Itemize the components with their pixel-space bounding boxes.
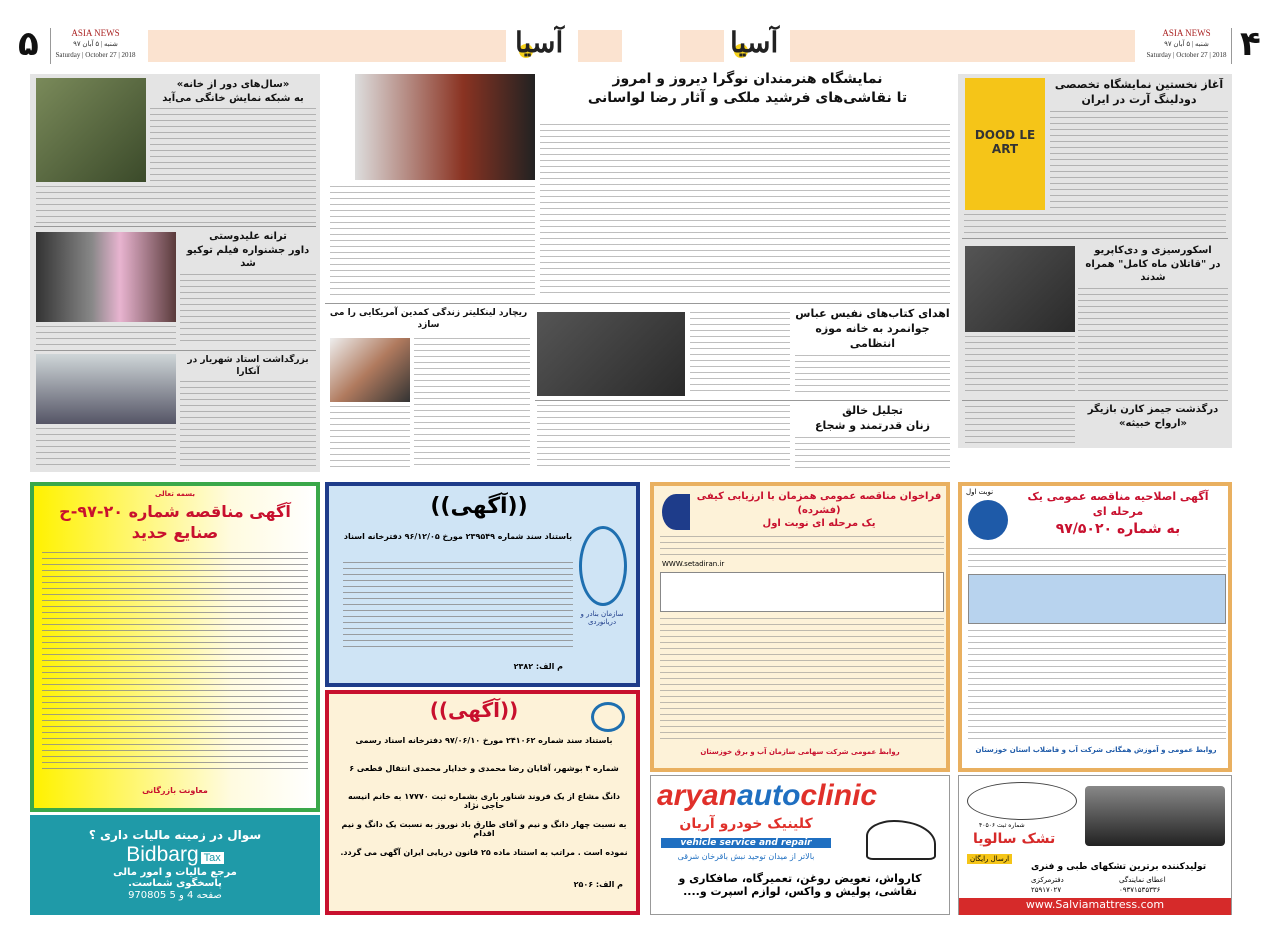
article-body	[795, 355, 950, 397]
ad-title: فراخوان مناقصه عمومی همزمان با ارزیابی کیفی (فشرده) یک مرحله ای نوبت اول	[696, 491, 942, 529]
ad-body	[968, 548, 1226, 568]
article-body	[330, 186, 535, 298]
logo: آسیا	[515, 26, 564, 59]
salvia-logo	[967, 782, 1077, 820]
mattress-image	[1085, 786, 1225, 846]
article-body	[180, 274, 316, 347]
agency-label: اعطای نمایندگی	[1119, 876, 1166, 884]
ad-ref: م الف: ۲۳۸۲	[513, 662, 563, 671]
lead-article	[1050, 78, 1228, 210]
tajlil-article	[795, 404, 950, 468]
article-body	[1078, 288, 1228, 397]
article-body	[36, 428, 176, 466]
power-company-logo	[662, 494, 690, 530]
ad-footer: روابط عمومی شرکت سهامی سازمان آب و برق خوزستان	[700, 748, 900, 756]
tender-table	[660, 572, 944, 612]
ad-iron-tender	[30, 482, 320, 812]
scorsese-article	[1078, 244, 1228, 396]
headline: آغاز نخستین نمایشگاه تخصصی دودلینگ آرت در ایران	[1054, 78, 1224, 106]
sidebar-page4	[958, 74, 1232, 448]
ad-line: نموده است . مراتب به استناد ماده ۲۵ قانون دریایی ایران آگهی می گردد.	[340, 848, 628, 857]
headline: درگذشت جیمز کارن بازیگر «ارواح خبیثه»	[1087, 404, 1219, 429]
salvia-reg: شماره ثبت ۴۰۵۰۶	[979, 822, 1025, 829]
aryan-logo: aryanautoclinic	[657, 779, 878, 812]
article-body	[150, 108, 316, 182]
divider	[962, 238, 1228, 239]
ad-salvia	[958, 775, 1232, 915]
headline: بزرگداشت استاد شهریار در آنکارا	[187, 355, 309, 378]
ad-line: دانگ مشاع از یک فروند شناور باری بشماره ثبت ۱۷۷۷۰ به خانم انیسه حاجی نژاد	[348, 792, 620, 810]
tarane-article	[180, 230, 316, 346]
article-body	[795, 437, 950, 468]
org-name: سازمان بنادر و دریانوردی	[580, 610, 624, 626]
article-body	[965, 406, 1075, 444]
divider	[962, 400, 1228, 401]
main-headline: نمایشگاه هنرمندان نوگرا دیروز و امروز تا نقاشی‌های فرشید ملکی و آثار رضا لواسانی	[587, 71, 908, 106]
article-body	[36, 186, 316, 224]
ad-question: سوال در زمینه مالیات داری ؟	[88, 827, 262, 842]
badge: نوبت اول	[966, 488, 994, 496]
headline: ریچارد لینکلیتر زندگی کمدین آمریکایی را می سازد	[329, 308, 528, 331]
ad-body	[343, 562, 573, 652]
car-icon	[866, 820, 936, 860]
anchor-logo-icon	[591, 702, 625, 732]
office-label: دفترمرکزی	[1031, 876, 1064, 884]
article-body	[965, 336, 1075, 396]
article-body	[36, 326, 176, 346]
page-number-right: ۴	[1240, 24, 1261, 64]
water-company-logo	[968, 500, 1008, 540]
article-body	[690, 312, 790, 396]
ad-line: مرجع مالیات و امور مالی	[113, 866, 237, 878]
article-body	[414, 338, 530, 468]
ad-title: ((آگهی))	[430, 494, 528, 519]
divider	[325, 303, 950, 304]
abbas-article	[795, 307, 950, 397]
tender-table	[968, 574, 1226, 624]
ad-body	[660, 618, 944, 740]
headline: تجلیل خالق زنان قدرتمند و شجاع	[815, 404, 930, 432]
aryan-services: کارواش، تعویض روغن، تعمیرگاه، صافکاری و نقاشی، پولیش و واکس، لوازم اسپرت و....	[678, 872, 922, 898]
salvia-slogan: تولیدکننده برترین تشکهای طبی و فنری	[1031, 862, 1207, 872]
masthead-left: ASIA NEWS شنبه | ۵ آبان ۹۷ Saturday | October 27 | 2018	[50, 28, 140, 64]
masthead-right: ASIA NEWS شنبه | ۵ آبان ۹۷ Saturday | October 27 | 2018	[1142, 28, 1232, 64]
aryan-address: بالاتر از میدان توحید نبش باقرخان شرقی	[677, 852, 815, 861]
page-number-left: ۵	[18, 24, 39, 64]
ad-title: آگهی مناقصه شماره ۲۰-۹۷-ح صنایع حدید	[59, 502, 291, 542]
abbas-photos	[537, 312, 685, 396]
sidebar-page5	[30, 74, 320, 472]
header-band	[790, 30, 1135, 62]
ad-line: باستناد سند شماره ۲۳۹۵۴۹ مورخ ۹۶/۱۲/۰۵ دفترخانه اسناد	[343, 532, 573, 541]
article-body	[964, 214, 1226, 234]
header-band	[148, 30, 506, 62]
linklater-photo	[330, 338, 410, 402]
shahriar-article	[180, 354, 316, 466]
salvia-website[interactable]: www.Salviamattress.com	[959, 898, 1231, 915]
office-phone: ۲۵۹۱۷۰۲۷	[1031, 886, 1062, 894]
aryan-fa-name: کلینیک خودرو آریان	[679, 816, 813, 832]
ad-line: شماره ۴ بوشهر، آقایان رضا محمدی و خدایار محمدی انتقال قطعی ۶	[349, 764, 619, 773]
header-band	[578, 30, 622, 62]
series-photo	[36, 78, 146, 182]
article-body	[330, 406, 410, 468]
shahriar-photo	[36, 354, 176, 424]
salvia-brand: تشک سالویا	[973, 831, 1056, 847]
ad-top: بسمه تعالی	[154, 490, 196, 498]
headline: اهدای کتاب‌های نفیس عباس جوانمرد به خانه موزه انتظامی	[795, 307, 950, 350]
ad-ref: م الف: ۲۵۰۶	[573, 880, 623, 889]
series-article	[150, 78, 316, 182]
header-band	[680, 30, 724, 62]
ad-line: پاسخگوی شماست.	[128, 878, 222, 890]
ad-notice-2	[325, 690, 640, 915]
headline: «سال‌های دور از خانه» به شبکه نمایش خانگی می‌آید	[162, 79, 304, 104]
ad-bidbarg	[30, 815, 320, 915]
ad-water-tender	[958, 482, 1232, 772]
divider	[34, 226, 316, 227]
ad-line: باستناد سند شماره ۲۴۱۰۶۲ مورخ ۹۷/۰۶/۱۰ دفترخانه اسناد رسمی	[355, 736, 613, 745]
ad-body	[660, 536, 944, 558]
article-body	[1050, 111, 1228, 210]
divider	[34, 350, 316, 351]
logo: آسیا	[730, 26, 779, 59]
ad-footer: روابط عمومی و آموزش همگانی شرکت آب و فاضلاب استان خوزستان	[975, 746, 1217, 754]
anchor-logo-icon	[579, 526, 627, 606]
ad-body	[42, 552, 308, 772]
bidbarg-logo: Bidbarg Tax	[30, 843, 320, 867]
ad-power-tender	[650, 482, 950, 772]
karen-article	[1078, 403, 1228, 447]
ad-line: به نسبت چهار دانگ و نیم و آقای طارق باد نوروز به نسبت یک دانگ و نیم اقدام	[341, 820, 627, 838]
ad-title: آگهی اصلاحیه مناقصه عمومی یک مرحله ای به شماره ۹۷/۵۰۲۰	[1027, 490, 1209, 537]
ad-body	[968, 630, 1226, 740]
agency-phone: ۰۹۳۷۱۵۳۵۳۳۶	[1119, 886, 1161, 894]
article-body	[537, 405, 790, 467]
free-shipping-badge: ارسال رایگان	[967, 854, 1012, 864]
article-body	[180, 381, 316, 466]
ad-footer: معاونت بازرگانی	[142, 786, 208, 795]
article-body	[540, 124, 950, 298]
tarane-photo	[36, 232, 176, 322]
headline: ترانه علیدوستی داور جشنواره فیلم توکیو شد	[186, 231, 310, 269]
headline: اسکورسیزی و دی‌کاپریو در "قاتلان ماه کامل" همراه شدند	[1085, 245, 1221, 283]
ad-aryan	[650, 775, 950, 915]
website: WWW.setadiran.ir	[662, 560, 725, 568]
exhibition-photo	[355, 74, 535, 180]
divider	[535, 400, 950, 401]
page-stamp: صفحه 4 و 5 970805	[128, 889, 222, 901]
ad-title: ((آگهی))	[429, 698, 519, 722]
ad-notice-1	[325, 482, 640, 687]
scorsese-dicaprio-photo	[965, 246, 1075, 332]
aryan-tagline: vehicle service and repair	[661, 838, 831, 848]
doodle-art-image: DOOD LE ART	[965, 78, 1045, 210]
